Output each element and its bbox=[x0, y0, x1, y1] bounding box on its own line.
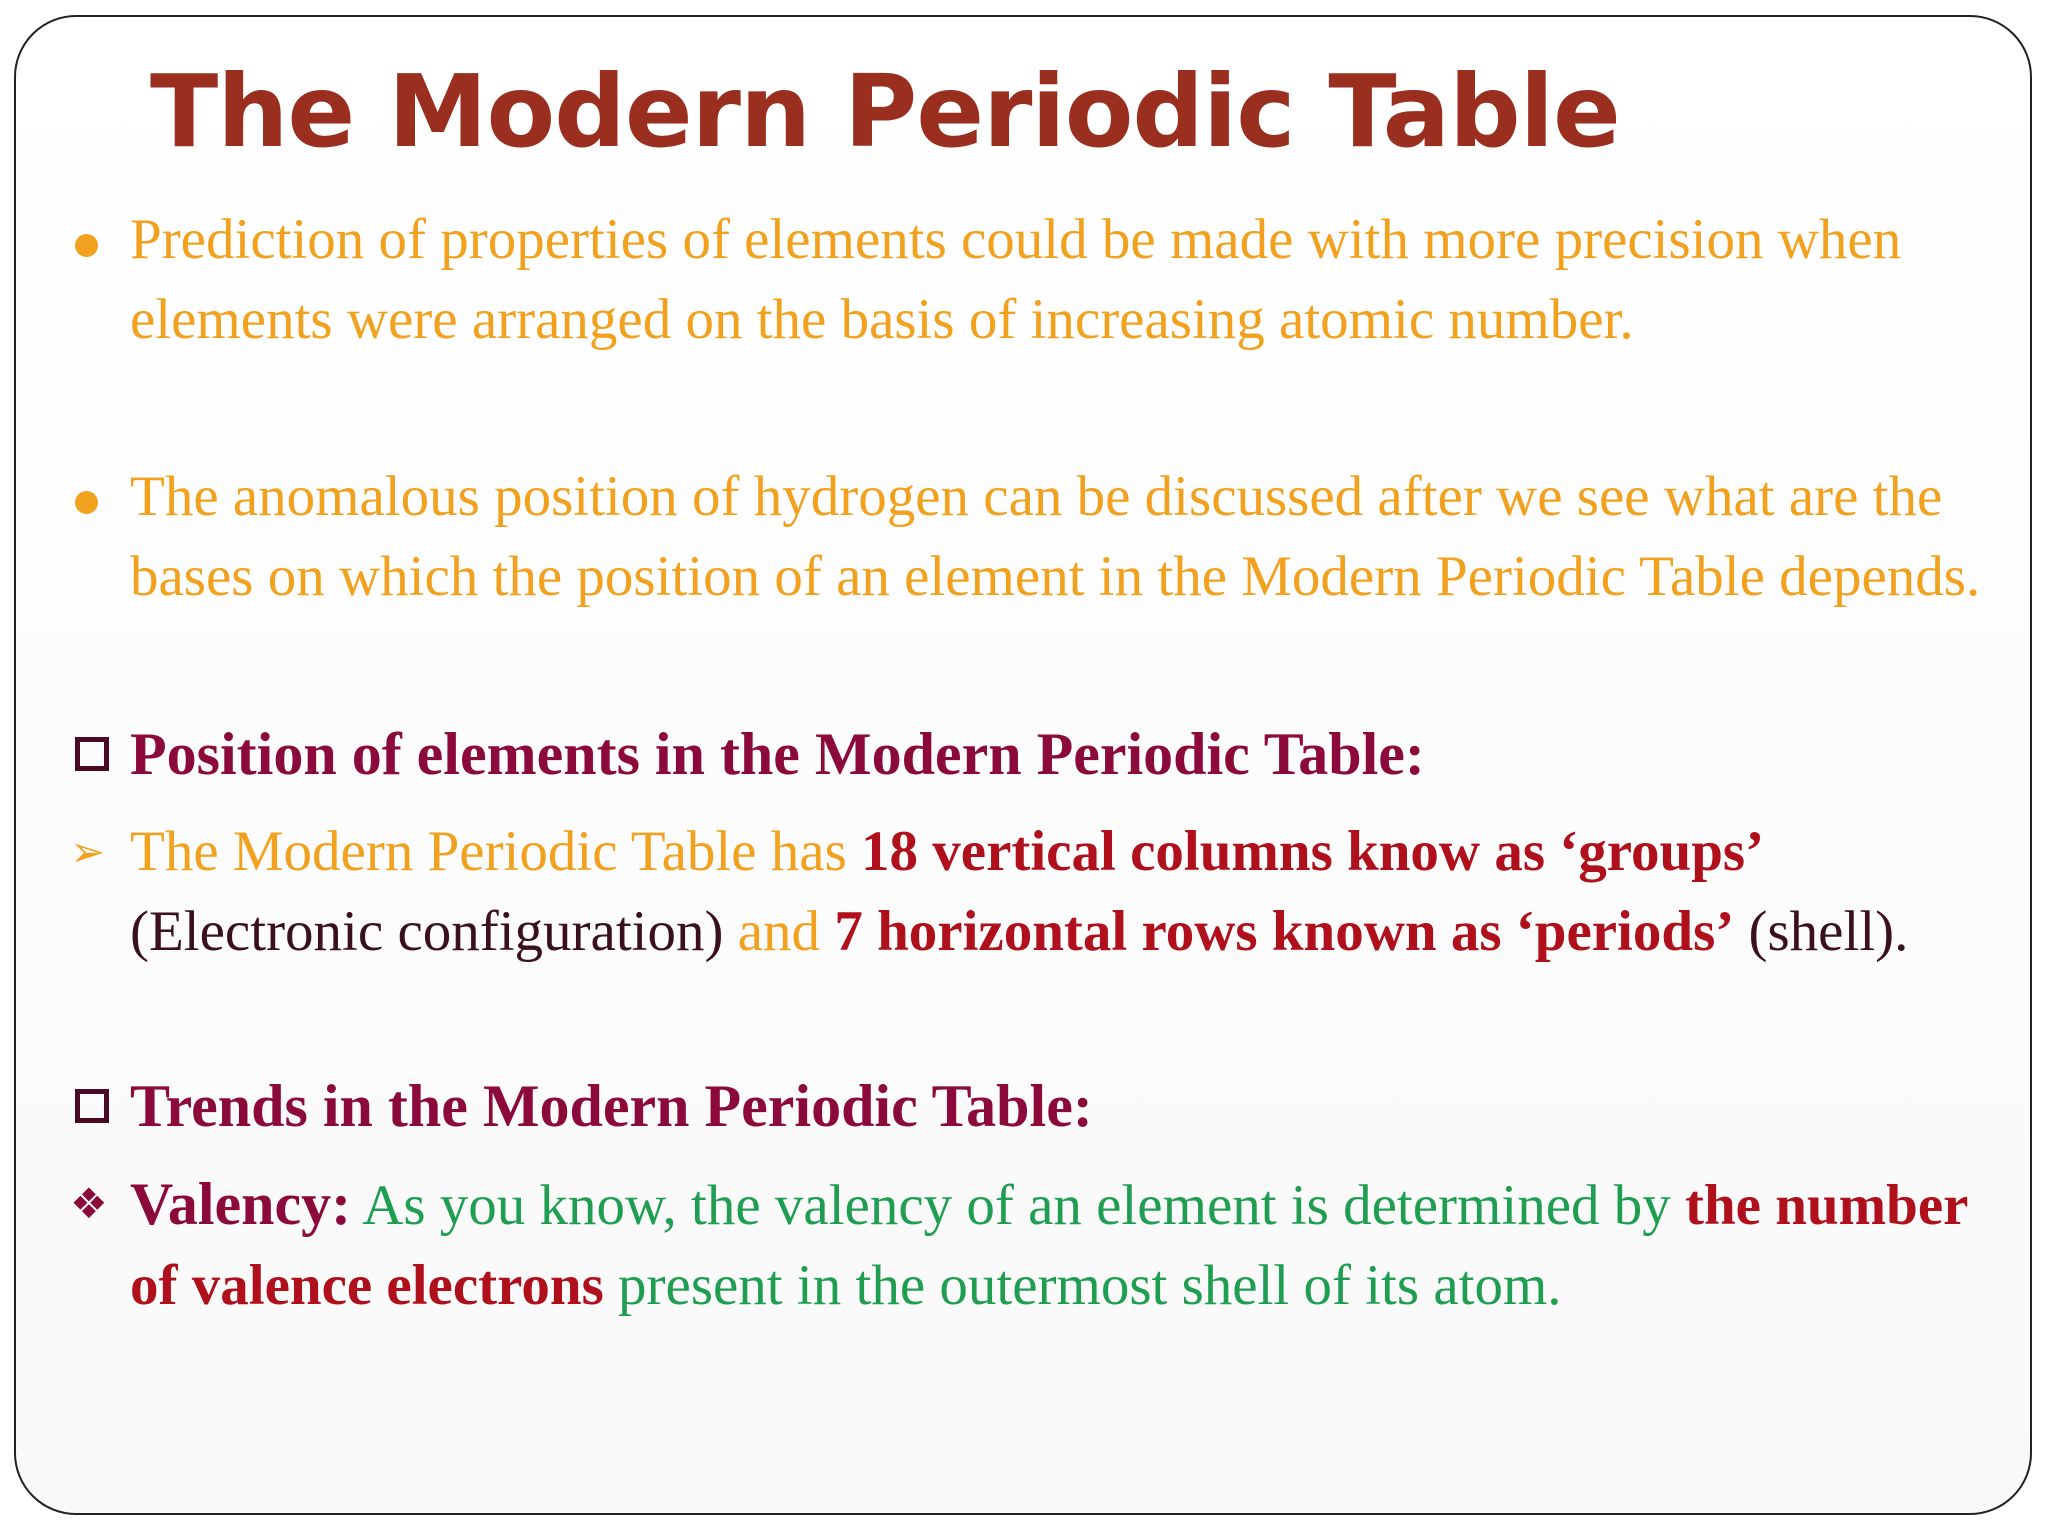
groups-text-bold: 18 vertical columns know as ‘groups’ bbox=[861, 820, 1765, 883]
valency-item bbox=[70, 1164, 2000, 1326]
valency-text-1: As you know, the valency of an element is determined by bbox=[351, 1174, 1685, 1237]
section-heading-position bbox=[130, 714, 1425, 794]
section-heading-trends-text: Trends in the Modern Periodic Table: bbox=[130, 1073, 1093, 1139]
arrow-item-groups-periods bbox=[70, 812, 2000, 972]
bullet-item-2 bbox=[130, 457, 2000, 617]
section-heading-position-text: Position of elements in the Modern Periodic Table: bbox=[130, 721, 1425, 787]
periods-text-note: (shell). bbox=[1734, 900, 1909, 963]
valency-label: Valency: bbox=[130, 1171, 352, 1237]
valency-text-bold: the number of valence electrons bbox=[130, 1174, 1968, 1317]
valency-text-2: present in the outermost shell of its atom. bbox=[603, 1254, 1562, 1317]
section-heading-trends bbox=[130, 1066, 1093, 1146]
slide-title: The Modern Periodic Table bbox=[150, 53, 1620, 170]
groups-text-and: and bbox=[737, 900, 835, 963]
groups-text-intro: The Modern Periodic Table has bbox=[130, 820, 862, 883]
bullet-text-2: The anomalous position of hydrogen can be discussed after we see what are the bases on which the position of an element in the Modern Periodic Table depends. bbox=[130, 465, 1981, 608]
bullet-item-1 bbox=[130, 200, 2000, 360]
groups-text-note: (Electronic configuration) bbox=[130, 900, 738, 963]
bullet-dot-icon bbox=[75, 234, 98, 257]
periods-text-bold: 7 horizontal rows known as ‘periods’ bbox=[834, 900, 1735, 963]
arrow-bullet-icon: ➢ bbox=[70, 827, 106, 876]
bullet-text-1: Prediction of properties of elements could be made with more precision when elements were arranged on the basis of increasing atomic number. bbox=[130, 208, 1902, 351]
bullet-dot-icon bbox=[75, 491, 98, 514]
checkbox-icon bbox=[75, 737, 109, 771]
checkbox-icon bbox=[75, 1089, 109, 1123]
diamond-bullet-icon: ❖ bbox=[70, 1179, 108, 1228]
